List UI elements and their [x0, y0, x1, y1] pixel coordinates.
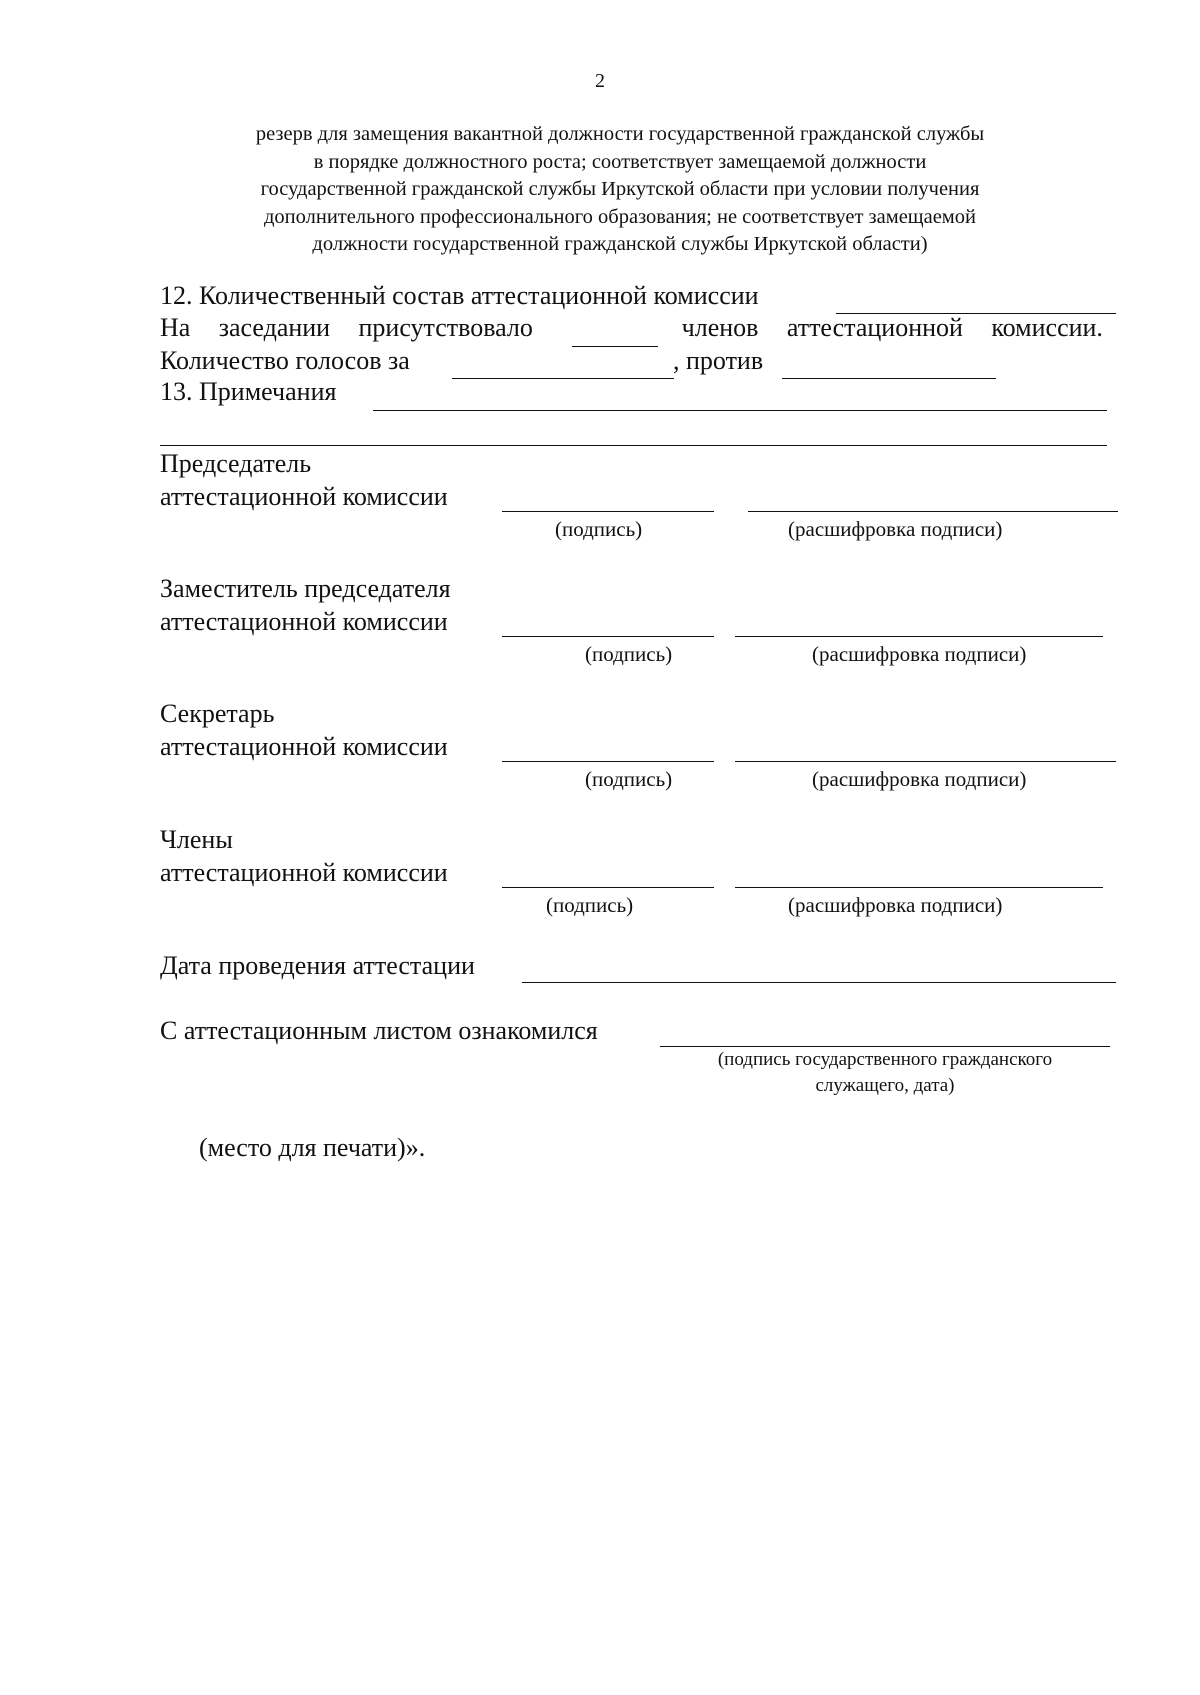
notes-field-line2[interactable] [160, 445, 1107, 446]
familiarized-caption-line1: (подпись государственного гражданского [717, 1049, 1053, 1070]
seal-place: (место для печати)». [199, 1133, 426, 1162]
deputy-decode-caption: (расшифровка подписи) [812, 642, 1027, 666]
deputy-title: Заместитель председателя [160, 574, 451, 603]
secretary-signature-field[interactable] [502, 761, 714, 762]
attended-word: заседании [218, 313, 331, 342]
deputy-title-line2: аттестационной комиссии [160, 607, 448, 636]
secretary-sign-caption: (подпись) [585, 767, 673, 791]
attended-word: На [160, 313, 191, 342]
members-sign-caption: (подпись) [546, 893, 634, 917]
deputy-decode-field[interactable] [735, 636, 1103, 637]
notes-field[interactable] [373, 410, 1107, 411]
attended-count-field[interactable] [572, 346, 658, 347]
chairman-signature-field[interactable] [502, 511, 714, 512]
members-signature-field[interactable] [502, 887, 714, 888]
intro-line: государственной гражданской службы Иркутской области при условии получения [260, 178, 980, 200]
intro-line: резерв для замещения вакантной должности государственной гражданской службы [255, 123, 985, 145]
intro-paragraph [160, 121, 1080, 259]
secretary-decode-caption: (расшифровка подписи) [812, 767, 1027, 791]
chairman-title: Председатель [160, 449, 312, 478]
votes-against-label: , против [673, 346, 764, 375]
secretary-decode-field[interactable] [735, 761, 1116, 762]
attended-word: членов [681, 313, 759, 342]
secretary-title-line2: аттестационной комиссии [160, 732, 448, 761]
intro-line: должности государственной гражданской службы Иркутской области) [312, 233, 928, 255]
chairman-decode-field[interactable] [748, 511, 1118, 512]
attended-word: присутствовало [358, 313, 533, 342]
intro-line: дополнительного профессионального образования; не соответствует замещаемой [264, 205, 976, 228]
item13-label: 13. Примечания [160, 377, 337, 406]
page-number: 2 [595, 70, 605, 92]
members-title: Члены [160, 825, 233, 854]
secretary-title: Секретарь [160, 699, 275, 728]
votes-against-field[interactable] [782, 378, 996, 379]
attestation-date-label: Дата проведения аттестации [160, 951, 475, 980]
members-decode-field[interactable] [735, 887, 1103, 888]
votes-for-label: Количество голосов за [160, 346, 410, 375]
attended-gap [561, 313, 653, 343]
attestation-date-field[interactable] [522, 982, 1116, 983]
deputy-signature-field[interactable] [502, 636, 714, 637]
chairman-title-line2: аттестационной комиссии [160, 482, 448, 511]
intro-line: в порядке должностного роста; соответствует замещаемой должности [313, 150, 927, 173]
familiarized-label: С аттестационным листом ознакомился [160, 1016, 598, 1045]
attended-line [160, 313, 1103, 343]
attended-word: комиссии. [991, 313, 1103, 342]
attended-word: аттестационной [786, 313, 963, 342]
votes-for-field[interactable] [452, 378, 674, 379]
chairman-decode-caption: (расшифровка подписи) [788, 517, 1003, 541]
chairman-sign-caption: (подпись) [555, 517, 643, 541]
members-decode-caption: (расшифровка подписи) [788, 893, 1003, 917]
deputy-sign-caption: (подпись) [585, 642, 673, 666]
item12-label: 12. Количественный состав аттестационной комиссии [160, 281, 759, 310]
members-title-line2: аттестационной комиссии [160, 858, 448, 887]
familiarized-signature-field[interactable] [660, 1046, 1110, 1047]
familiarized-caption-line2: служащего, дата) [815, 1075, 955, 1096]
